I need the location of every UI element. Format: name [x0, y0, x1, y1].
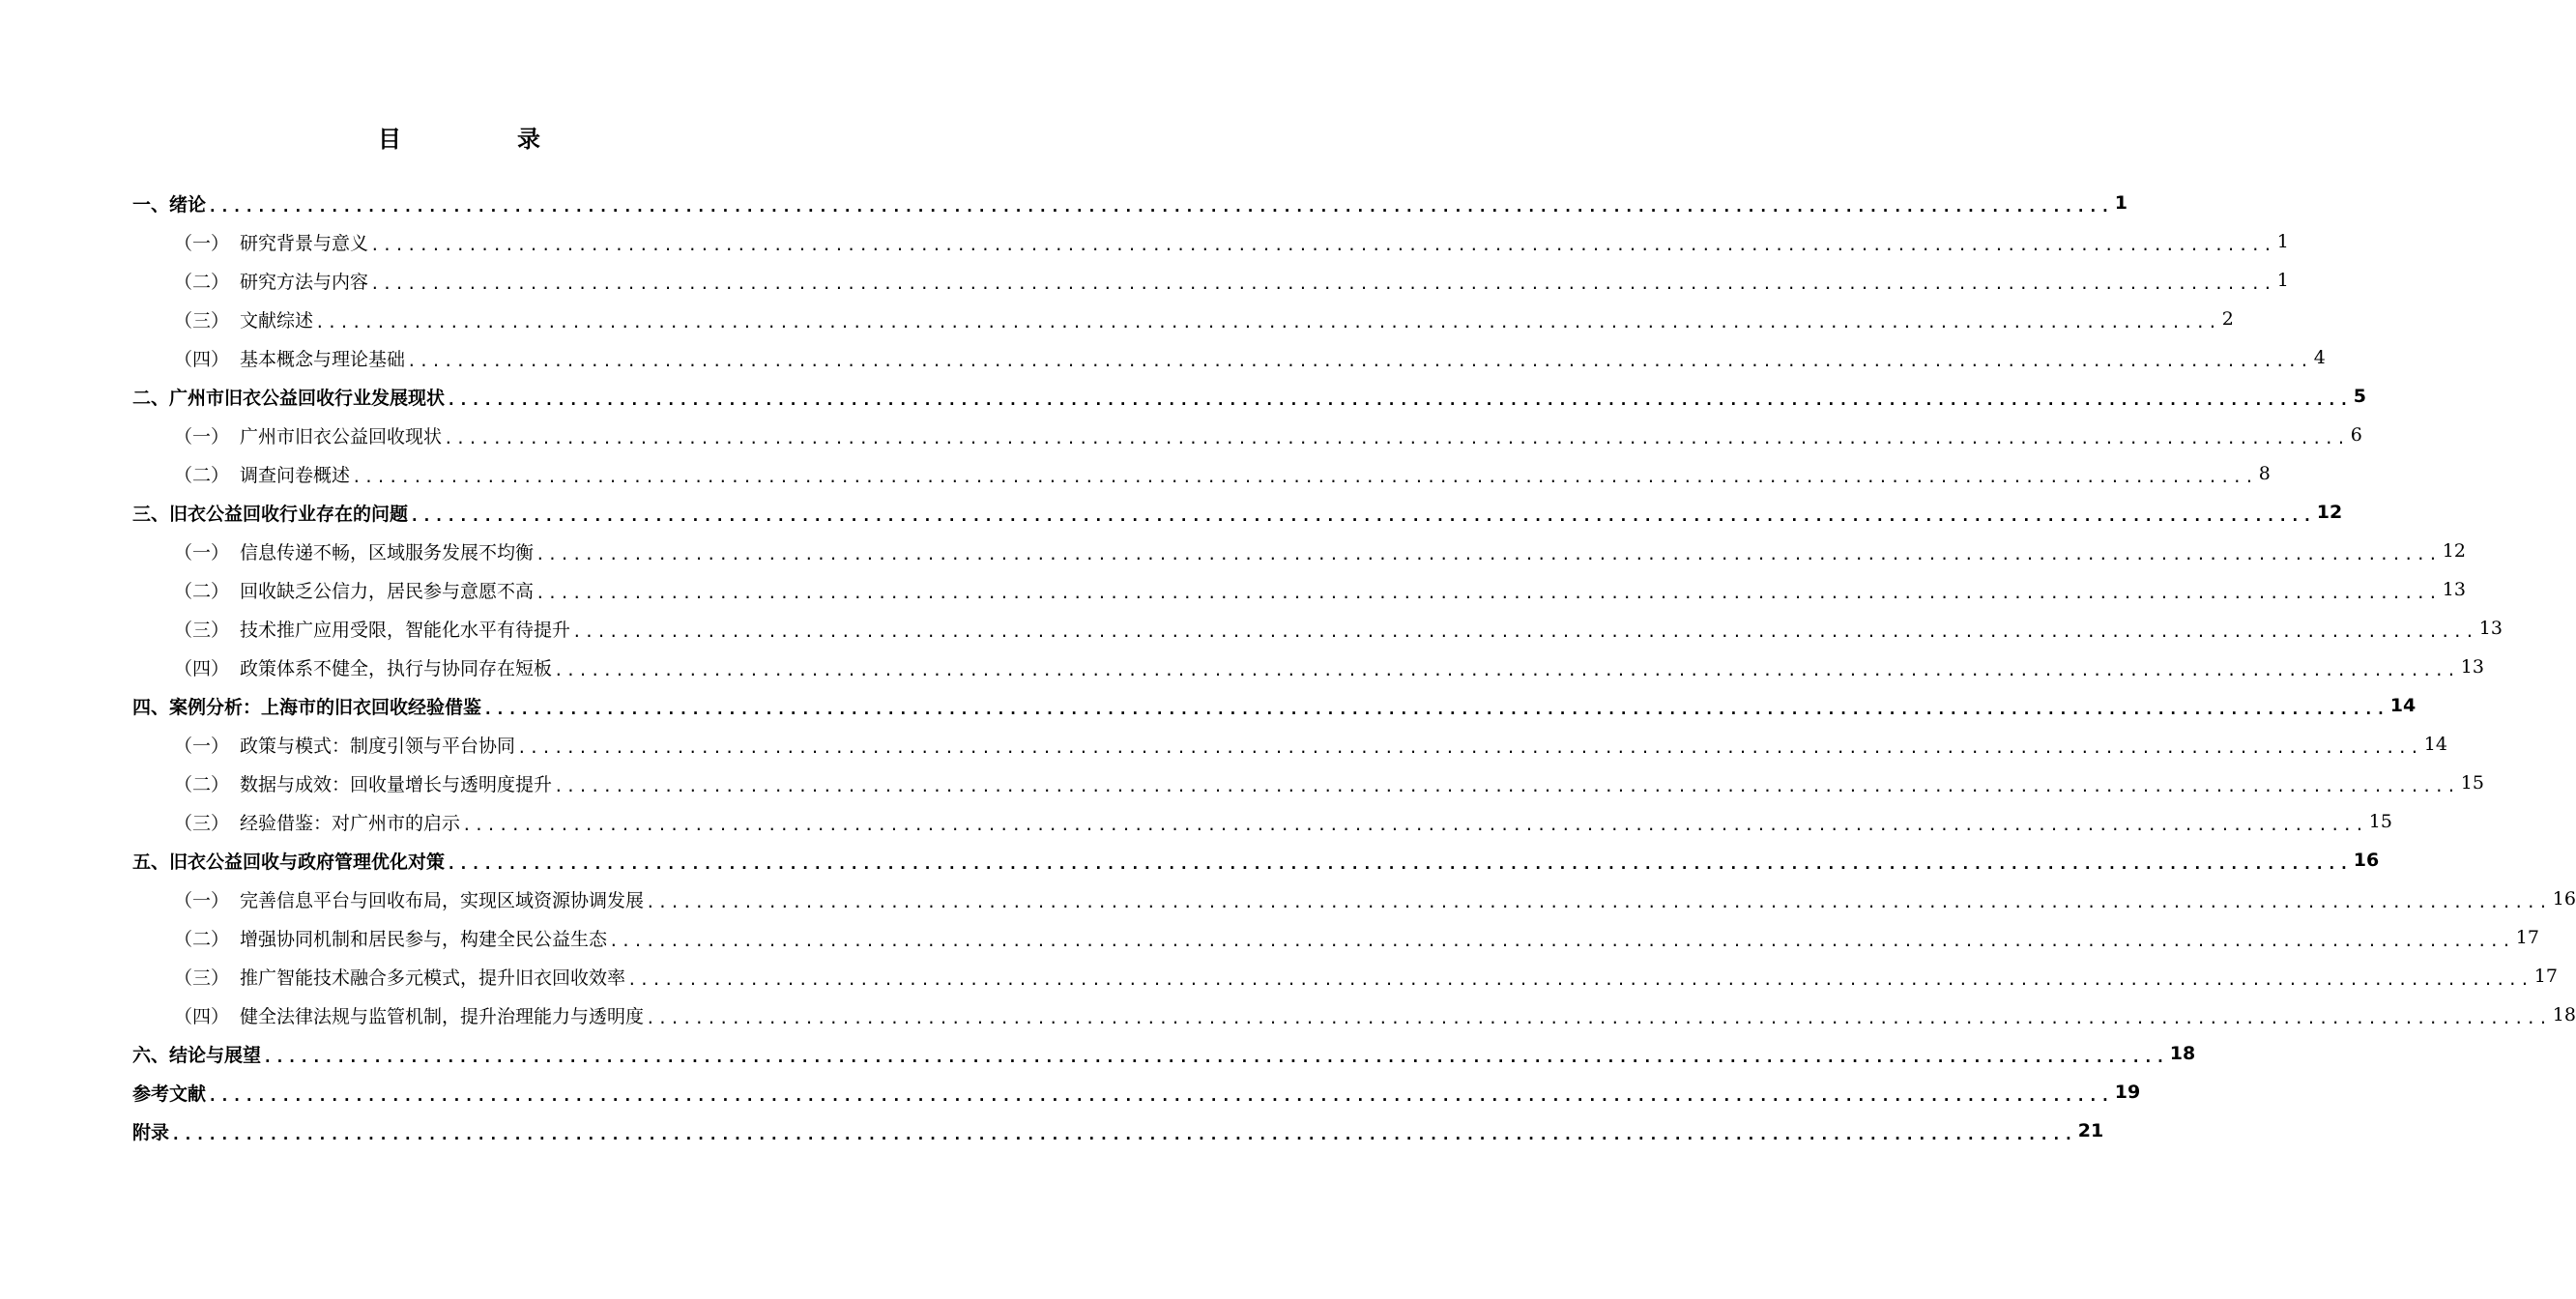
toc-entry-number: （四）: [174, 348, 230, 370]
toc-entry-number: （二）: [174, 580, 230, 602]
toc-entry-title: 五、旧衣公益回收与政府管理优化对策: [132, 851, 446, 873]
toc-entry-title: 信息传递不畅，区域服务发展不均衡: [240, 541, 535, 563]
toc-entry-title: 六、结论与展望: [132, 1044, 262, 1066]
toc-section-entry[interactable]: [132, 454, 2271, 493]
toc-entry-number: （二）: [174, 928, 230, 950]
toc-page-number: 1: [2276, 231, 2289, 252]
toc-section-entry[interactable]: [132, 918, 2539, 957]
toc-page-number: 15: [2460, 772, 2484, 794]
toc-entry-number: （三）: [174, 309, 230, 332]
toc-dot-leader: ............................................................................................................................................................: [352, 467, 2257, 486]
toc-entry-title: 三、旧衣公益回收行业存在的问题: [132, 503, 409, 525]
toc-entry-number: （四）: [174, 1005, 230, 1027]
toc-entry-title: 广州市旧衣公益回收现状: [240, 425, 443, 447]
toc-page-number: 8: [2258, 463, 2271, 484]
toc-entry-title: 完善信息平台与回收布局，实现区域资源协调发展: [240, 889, 645, 911]
toc-section-entry[interactable]: [132, 725, 2447, 764]
toc-section-entry[interactable]: [132, 261, 2289, 300]
toc-section-entry[interactable]: [132, 609, 2503, 648]
toc-entry-title: 参考文献: [132, 1082, 207, 1105]
toc-dot-leader: ............................................................................................................................................................: [627, 969, 2533, 989]
toc-page-number: 14: [2423, 734, 2447, 755]
toc-entry-number: （三）: [174, 812, 230, 834]
toc-page-number: 13: [2460, 656, 2484, 678]
toc-entry-title: 研究方法与内容: [240, 271, 369, 293]
toc-entry-title: 调查问卷概述: [240, 464, 351, 486]
toc-page-number: 21: [2077, 1120, 2104, 1141]
toc-section-entry[interactable]: [132, 338, 2326, 377]
toc-section-entry[interactable]: [132, 532, 2466, 570]
toc-chapter-entry[interactable]: [132, 686, 2417, 725]
toc-page-number: 17: [2515, 927, 2539, 948]
toc-page-number: 12: [2442, 540, 2466, 562]
toc-dot-leader: ............................................................................................................................................................: [646, 892, 2551, 911]
toc-dot-leader: ............................................................................................................................................................: [407, 351, 2312, 370]
toc-dot-leader: ............................................................................................................................................................: [208, 1085, 2113, 1105]
toc-dot-leader: ............................................................................................................................................................: [171, 1124, 2076, 1143]
toc-chapter-entry[interactable]: [132, 1034, 2196, 1073]
toc-entry-title: 二、广州市旧衣公益回收行业发展现状: [132, 387, 446, 409]
toc-entry-title: 研究背景与意义: [240, 232, 369, 254]
toc-page-number: 16: [2353, 850, 2380, 871]
toc-section-entry[interactable]: [132, 300, 2234, 338]
toc-section-entry[interactable]: [132, 648, 2484, 686]
toc-page-number: 18: [2552, 1004, 2576, 1025]
toc-entry-title: 政策体系不健全，执行与协同存在短板: [240, 657, 553, 679]
toc-entry-title: 数据与成效：回收量增长与透明度提升: [240, 773, 553, 795]
toc-section-entry[interactable]: [132, 802, 2392, 841]
toc-section-entry[interactable]: [132, 880, 2576, 918]
toc-entry-number: （一）: [174, 425, 230, 447]
table-of-contents: [132, 184, 2576, 1150]
toc-page-number: 15: [2368, 811, 2392, 832]
toc-section-entry[interactable]: [132, 957, 2558, 996]
toc-chapter-entry[interactable]: [132, 841, 2380, 880]
toc-dot-leader: ............................................................................................................................................................: [646, 1008, 2551, 1027]
toc-entry-title: 政策与模式：制度引领与平台协同: [240, 735, 516, 757]
toc-dot-leader: ............................................................................................................................................................: [462, 815, 2367, 834]
toc-dot-leader: ............................................................................................................................................................: [444, 428, 2349, 447]
toc-section-entry[interactable]: [132, 416, 2362, 454]
toc-dot-leader: ............................................................................................................................................................: [572, 621, 2477, 641]
toc-dot-leader: ............................................................................................................................................................: [315, 312, 2220, 332]
toc-chapter-entry[interactable]: [132, 184, 2127, 222]
toc-entry-number: （一）: [174, 232, 230, 254]
toc-page-number: 12: [2316, 502, 2343, 523]
toc-dot-leader: ............................................................................................................................................................: [410, 505, 2315, 525]
toc-dot-leader: ............................................................................................................................................................: [517, 737, 2422, 757]
toc-dot-leader: ............................................................................................................................................................: [609, 931, 2514, 950]
toc-page-number: 19: [2114, 1082, 2141, 1103]
toc-page-number: 4: [2313, 347, 2326, 368]
toc-dot-leader: ............................................................................................................................................................: [447, 390, 2352, 409]
toc-dot-leader: ............................................................................................................................................................: [370, 235, 2275, 254]
toc-entry-number: （二）: [174, 773, 230, 795]
toc-entry-number: （一）: [174, 735, 230, 757]
toc-chapter-entry[interactable]: [132, 1111, 2104, 1150]
toc-page-number: 1: [2276, 270, 2289, 291]
toc-page-number: 16: [2552, 888, 2576, 909]
toc-dot-leader: ............................................................................................................................................................: [208, 196, 2113, 216]
toc-entry-number: （二）: [174, 464, 230, 486]
toc-entry-title: 附录: [132, 1121, 170, 1143]
toc-entry-number: （三）: [174, 619, 230, 641]
toc-title: 目 录: [378, 126, 587, 153]
toc-entry-title: 推广智能技术融合多元模式，提升旧衣回收效率: [240, 967, 626, 989]
toc-entry-number: （一）: [174, 889, 230, 911]
toc-entry-title: 基本概念与理论基础: [240, 348, 406, 370]
toc-section-entry[interactable]: [132, 996, 2576, 1034]
toc-entry-title: 一、绪论: [132, 193, 207, 216]
toc-page-number: 13: [2478, 618, 2503, 639]
toc-section-entry[interactable]: [132, 764, 2484, 802]
toc-entry-number: （一）: [174, 541, 230, 563]
toc-page-number: 6: [2350, 424, 2362, 446]
toc-dot-leader: ............................................................................................................................................................: [535, 583, 2441, 602]
toc-dot-leader: ............................................................................................................................................................: [370, 274, 2275, 293]
toc-entry-number: （二）: [174, 271, 230, 293]
toc-dot-leader: ............................................................................................................................................................: [554, 660, 2459, 679]
toc-entry-title: 文献综述: [240, 309, 314, 332]
toc-entry-title: 经验借鉴：对广州市的启示: [240, 812, 461, 834]
toc-entry-title: 回收缺乏公信力，居民参与意愿不高: [240, 580, 535, 602]
toc-entry-title: 健全法律法规与监管机制，提升治理能力与透明度: [240, 1005, 645, 1027]
toc-entry-title: 技术推广应用受限，智能化水平有待提升: [240, 619, 571, 641]
toc-dot-leader: ............................................................................................................................................................: [483, 699, 2388, 718]
toc-dot-leader: ............................................................................................................................................................: [263, 1047, 2168, 1066]
toc-chapter-entry[interactable]: [132, 493, 2343, 532]
toc-chapter-entry[interactable]: [132, 1073, 2141, 1111]
toc-page-number: 18: [2169, 1043, 2196, 1064]
toc-page-number: 5: [2353, 386, 2366, 407]
toc-page-number: 14: [2389, 695, 2417, 716]
toc-chapter-entry[interactable]: [132, 377, 2366, 416]
toc-entry-number: （四）: [174, 657, 230, 679]
toc-entry-title: 增强协同机制和居民参与，构建全民公益生态: [240, 928, 608, 950]
toc-dot-leader: ............................................................................................................................................................: [447, 853, 2352, 873]
toc-page-number: 17: [2533, 966, 2558, 987]
toc-page-number: 1: [2114, 192, 2127, 214]
toc-section-entry[interactable]: [132, 222, 2289, 261]
toc-section-entry[interactable]: [132, 570, 2466, 609]
toc-dot-leader: ............................................................................................................................................................: [535, 544, 2441, 563]
toc-page-number: 13: [2442, 579, 2466, 600]
toc-dot-leader: ............................................................................................................................................................: [554, 776, 2459, 795]
toc-entry-number: （三）: [174, 967, 230, 989]
toc-entry-title: 四、案例分析：上海市的旧衣回收经验借鉴: [132, 696, 482, 718]
toc-page-number: 2: [2221, 308, 2234, 330]
